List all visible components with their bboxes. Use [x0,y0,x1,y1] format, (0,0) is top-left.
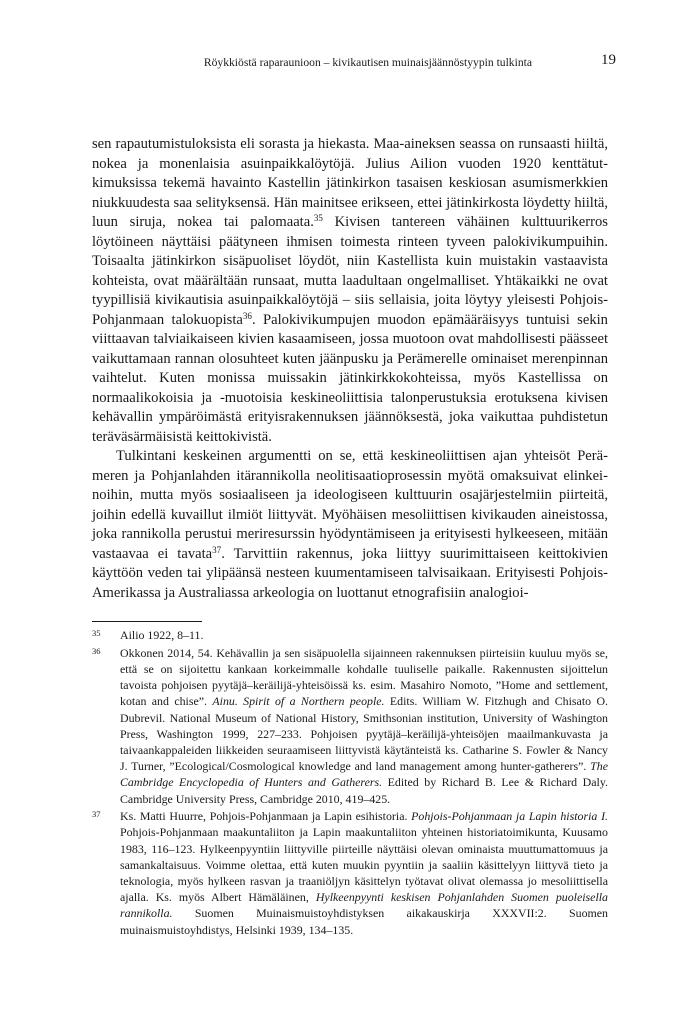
footnote-text-run: Suomen Muinaismuistoyhdistyksen aikakauskirja XXXVII:2. Suomen muinaismuistoyhdistys, Helsinki 1939, 134–135. [120,906,608,937]
page-number: 19 [601,52,616,68]
paragraph-text-run: . Tarvittiin rakennus, joka liittyy suurimittaiseen keittokivien käyttöön veden tai ylipäänsä nesteen kuumentamiseen talvisaikaan. Erityisesti Pohjois-Amerikassa ja Australiassa arkeologia on luottanut etnografisiin analogioi- [92,545,609,601]
body-paragraph-2 [92,447,608,603]
footnote-36 [92,645,608,807]
footnote-37 [92,808,608,938]
footnote-text-run: Edited by Richard B. Lee & Richard Daly. Cambridge University Press, Cambridge 2010, 419–425. [120,775,608,806]
running-head: Röykkiöstä raparaunioon – kivikautisen muinaisjäännöstyypin tulkinta [203,56,532,69]
footnote-text-run: Okkonen 2014, 54. Kehävallin ja sen sisäpuolella sijainneen rakennuksen piirteisiin kuuluu myös se, että se on sijoitettu kankaan korkeimmalle kohdalle tuuliselle paikalle. Rakennusten sijoittelun tavoista pohjoisen pyytäjä–keräilijä-yhteisöissä ks. esim. Masahiro Nomoto, ”Home and settlement, kotan and chise”. [120,645,608,709]
footnote-35 [92,627,608,643]
paragraph-text-run: sen rapautumistuloksista eli sorasta ja hiekasta. Maa-aineksen seassa on runsaasti hiiltä, nokea ja monenlaisia asuinpaikkalöytöjä. Julius Ailion vuoden 1920 kenttätutkimuksissa tekemä havainto Kastellin jätinkirkon tasaisen keskiosan asumismerkkien niukkuudesta saa selityksensä. Hän mainitsee erikseen, ettei jätinkirkosta löydetty hiiltä, luun siruja, nokea tai palomaata. [92,136,608,230]
footnote-text-run: Ks. Matti Huurre, Pohjois-Pohjanmaan ja Lapin esihistoria. [120,809,412,824]
footnote-number: 36 [92,645,101,656]
footnote-italic-title: The Cambridge Encyclopedia of Hunters and Gatherers. [120,759,608,790]
footnote-text-run: Ailio 1922, 8–11. [120,628,204,642]
footnote-italic-title: Ainu. Spirit of a Northern people. [212,694,385,709]
footnote-text-run: Pohjois-Pohjanmaan maakuntaliiton ja Lapin maakuntaliiton yhteinen historiatoimikunta, Kuusamo 1983, 116–123. Hylkeenpyyntiin liittyville piirteille näyttäisi olevan ominaista muuttumattomuus ja samankaltaisuus. Voimme olettaa, että kuten muukin pyyntiin ja saaliin käsittelyyn liittyvä tieto ja teknologia, myös hylkeen rasvan ja traaniöljyn käsittelyn työtavat olivat olemassa jo mesoliittisella ajalla. Ks. myös Albert Hämäläinen, [120,825,608,905]
footnote-text [120,628,203,642]
footnotes [92,627,608,939]
footnote-number: 37 [92,809,101,820]
footnote-text-run: Edits. William W. Fitzhugh and Chisato O. Dubrevil. National Museum of National History, Smithsonian institution, University of Washington Press, Washington 1999, 227–233. Pohjoisen pyytäjä–keräilijä-yhteisöjen maailmankuvasta ja taivaankappaleiden liikkeiden seuraamiseen liittyvistä käytänteistä ks. Catharine S. Fowler & Nancy J. Turner, ”Ecological/Cosmological knowledge and land management among hunter-gatherers”. [120,694,609,774]
paragraph-footnote-ref[interactable]: 37 [212,544,222,555]
paragraph-footnote-ref[interactable]: 35 [313,213,323,224]
body-text [92,135,608,603]
footnote-italic-title: Pohjois-Pohjanmaan ja Lapin historia I. [411,809,608,824]
footnote-italic-title: Hylkeenpyynti keskisen Pohjanlahden Suomen puoleisella rannikolla. [120,890,608,921]
footnote-text [120,646,608,806]
paragraph-text-run: . Palokivikumpujen muodon epämääräisyys tuntuisi sekin viittaavan talviaikaiseen kivien kasaamiseen, jossa muotoon ovat mahdollisesti päässeet vaikuttamaan rannan olosuhteet kuten jäänpusku ja Perämerelle ominaiset merenpinnan vaihtelut. Kuten monissa muissakin jätinkirkkokohteissa, myös Kastellissa on normaalikokoisia ja -muotoisia keskineoliittisia talonperustuksia erotuksena kivisen kehävallin ympäröimästä erityisrakennuksen jäännöksestä, joka vaikuttaa puhdistetun teräväsärmäisistä keittokivistä. [92,311,608,445]
body-paragraph-1 [92,135,608,447]
footnote-separator [92,621,202,622]
paragraph-footnote-ref[interactable]: 36 [242,310,252,321]
paragraph-text-run: Tulkintani keskeinen argumentti on se, että keskineoliittisen ajan yhteisöt Perämeren ja Pohjanlahden itärannikolla neolitisaatioprosessin myötä omaksuivat elinkeinoihin, mutta myös sosiaaliseen ja ideologiseen kulttuurin osajärjestelmiin piirteitä, joihin edellä kuvaillut ilmiöt liittyvät. Myöhäisen mesoliittisen kivikauden aineistossa, joka rannikolla perustui meriresurssin hyödyntämiseen ja erityisesti hylkeeseen, mitään vastaavaa ei tavata [92,448,608,562]
paragraph-text-run: Kivisen tantereen vähäinen kulttuurikerros löytöineen näyttäisi päätyneen ihmisen toimesta rinteen tyveen palokivikumpuihin. Toisaalta jätinkirkon sisäpuoliset löydöt, niin Kastellista kuin muistakin vastaavista kohteista, ovat määrältään runsaat, mutta laadultaan ongelmalliset. Yhtäkaikki ne ovat tyypillisiä kivikautisia asuinpaikkalöytöjä – siis sellaisia, joita löytyy yleisesti Pohjois-Pohjanmaan talokuopista [92,214,608,328]
footnote-text [120,809,608,936]
footnote-number: 35 [92,628,101,638]
